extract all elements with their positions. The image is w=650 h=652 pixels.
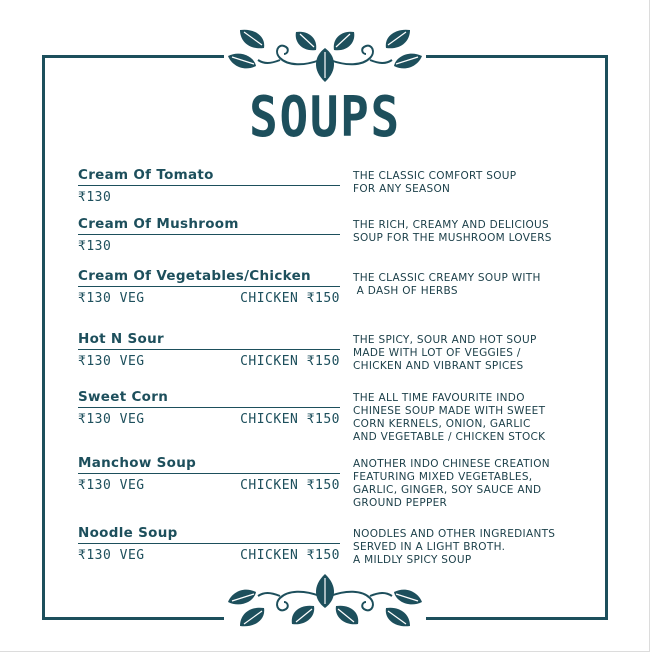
- menu-item-cream-of-mushroom: [78, 216, 340, 257]
- leaf-ornament-bottom: [224, 570, 426, 636]
- item-price-row: [78, 352, 340, 372]
- item-price-row: [78, 237, 340, 257]
- desc-line: A DASH OF HERBS: [353, 285, 458, 297]
- item-name: Cream Of Tomato: [78, 167, 340, 186]
- item-price-row: [78, 546, 340, 566]
- desc-line: A MILDLY SPICY SOUP: [353, 554, 472, 566]
- menu-item-hot-n-sour: [78, 331, 340, 372]
- desc-line: CORN KERNELS, ONION, GARLIC: [353, 418, 531, 430]
- item-description: [353, 272, 583, 298]
- desc-line: THE CLASSIC CREAMY SOUP WITH: [353, 272, 541, 284]
- item-name: Manchow Soup: [78, 455, 340, 474]
- desc-line: NOODLES AND OTHER INGREDIANTS: [353, 528, 556, 540]
- desc-line: CHINESE SOUP MADE WITH SWEET: [353, 405, 546, 417]
- desc-line: THE ALL TIME FAVOURITE INDO: [353, 392, 525, 404]
- item-price-row: [78, 410, 340, 430]
- menu-title: SOUPS: [249, 85, 401, 150]
- desc-line: FEATURING MIXED VEGETABLES,: [353, 471, 533, 483]
- desc-line: GROUND PEPPER: [353, 497, 448, 509]
- item-name: Cream Of Vegetables/Chicken: [78, 268, 340, 287]
- leaf-ornament-top: [224, 20, 426, 86]
- desc-line: THE RICH, CREAMY AND DELICIOUS: [353, 219, 550, 231]
- desc-line: SERVED IN A LIGHT BROTH.: [353, 541, 506, 553]
- menu-item-cream-of-tomato: [78, 167, 340, 208]
- desc-line: ANOTHER INDO CHINESE CREATION: [353, 458, 550, 470]
- item-price-row: [78, 289, 340, 309]
- item-description: [353, 528, 583, 567]
- price-chicken: CHICKEN ₹150: [240, 354, 340, 369]
- item-name: Noodle Soup: [78, 525, 340, 544]
- menu-item-manchow-soup: [78, 455, 340, 496]
- desc-line: FOR ANY SEASON: [353, 183, 451, 195]
- item-description: [353, 458, 583, 510]
- item-price-row: [78, 476, 340, 496]
- price-chicken: CHICKEN ₹150: [240, 291, 340, 306]
- price-veg: ₹130 VEG: [78, 354, 145, 369]
- menu-item-cream-of-vegetables-chicken: [78, 268, 340, 309]
- item-name: Sweet Corn: [78, 389, 340, 408]
- item-description: [353, 170, 583, 196]
- price-chicken: CHICKEN ₹150: [240, 412, 340, 427]
- item-name: Hot N Sour: [78, 331, 340, 350]
- price-veg: ₹130: [78, 239, 112, 254]
- price-veg: ₹130: [78, 190, 112, 205]
- menu-item-sweet-corn: [78, 389, 340, 430]
- desc-line: CHICKEN AND VIBRANT SPICES: [353, 360, 524, 372]
- price-veg: ₹130 VEG: [78, 478, 145, 493]
- desc-line: AND VEGETABLE / CHICKEN STOCK: [353, 431, 546, 443]
- desc-line: THE SPICY, SOUR AND HOT SOUP: [353, 334, 537, 346]
- price-veg: ₹130 VEG: [78, 412, 145, 427]
- desc-line: SOUP FOR THE MUSHROOM LOVERS: [353, 232, 552, 244]
- desc-line: MADE WITH LOT OF VEGGIES /: [353, 347, 521, 359]
- price-chicken: CHICKEN ₹150: [240, 548, 340, 563]
- item-description: [353, 219, 583, 245]
- desc-line: THE CLASSIC COMFORT SOUP: [353, 170, 517, 182]
- price-chicken: CHICKEN ₹150: [240, 478, 340, 493]
- item-description: [353, 392, 583, 444]
- menu-item-noodle-soup: [78, 525, 340, 566]
- item-price-row: [78, 188, 340, 208]
- desc-line: GARLIC, GINGER, SOY SAUCE AND: [353, 484, 542, 496]
- price-veg: ₹130 VEG: [78, 291, 145, 306]
- price-veg: ₹130 VEG: [78, 548, 145, 563]
- item-description: [353, 334, 583, 373]
- item-name: Cream Of Mushroom: [78, 216, 340, 235]
